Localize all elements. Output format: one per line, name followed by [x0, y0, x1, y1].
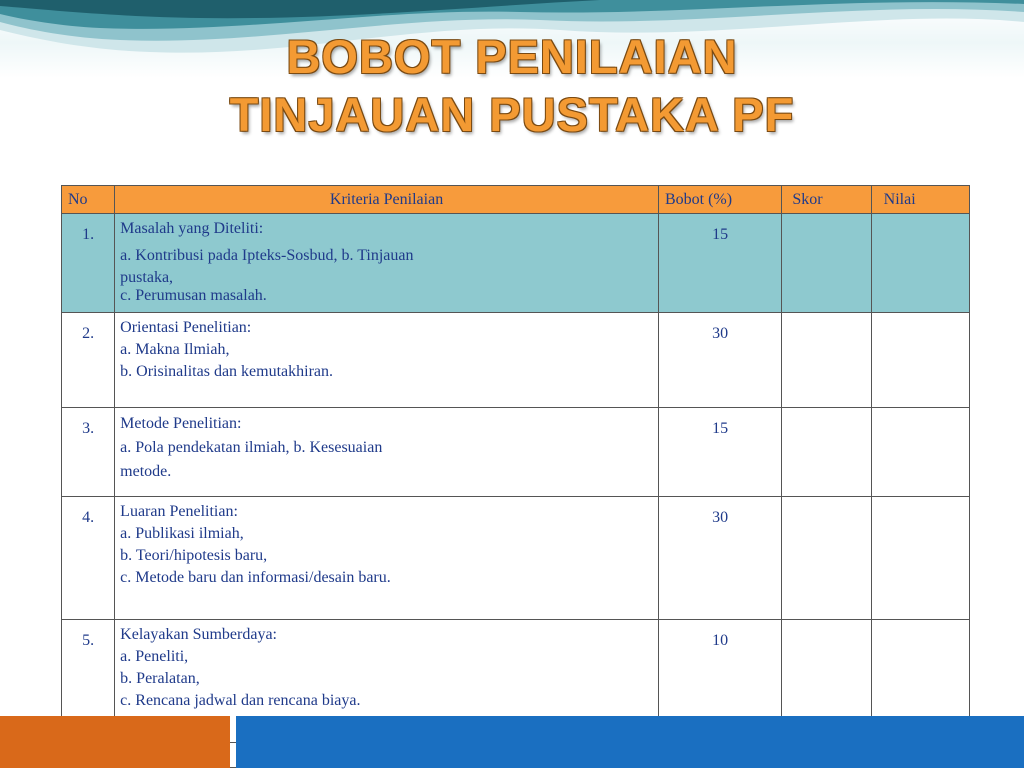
criteria-line: a. Publikasi ilmiah, [120, 525, 244, 542]
footer-blue-bar [236, 716, 1024, 768]
weight-cell: 10 [658, 620, 781, 743]
value-cell [871, 313, 969, 408]
criteria-line: c. Metode baru dan informasi/desain baru. [120, 569, 391, 586]
criteria-line: c. Rencana jadwal dan rencana biaya. [120, 692, 361, 709]
table-row [62, 497, 970, 620]
criteria-line: b. Orisinalitas dan kemutakhiran. [120, 363, 334, 380]
row-number: 1. [62, 214, 115, 313]
criteria-cell [115, 408, 659, 497]
value-cell [871, 214, 969, 313]
weight-cell: 30 [658, 497, 781, 620]
header-criteria: Kriteria Penilaian [115, 186, 659, 214]
row-number: 5. [62, 620, 115, 743]
table-row [62, 408, 970, 497]
criteria-cell [115, 497, 659, 620]
criteria-title: Masalah yang Diteliti: [120, 220, 264, 237]
weight-cell: 15 [658, 408, 781, 497]
header-no: No [62, 186, 115, 214]
score-cell [782, 214, 871, 313]
criteria-cell [115, 313, 659, 408]
criteria-line: pustaka, [120, 269, 174, 286]
value-cell [871, 408, 969, 497]
row-number: 3. [62, 408, 115, 497]
weight-cell: 15 [658, 214, 781, 313]
value-cell [871, 497, 969, 620]
criteria-title: Kelayakan Sumberdaya: [120, 626, 277, 643]
score-cell [782, 497, 871, 620]
criteria-line: a. Peneliti, [120, 648, 189, 665]
criteria-line: a. Kontribusi pada Ipteks-Sosbud, b. Tinjauan [120, 247, 414, 264]
header-score: Skor [782, 186, 871, 214]
header-weight: Bobot (%) [658, 186, 781, 214]
score-cell [782, 408, 871, 497]
criteria-title: Orientasi Penelitian: [120, 319, 252, 336]
row-number: 2. [62, 313, 115, 408]
title-line-2: TINJAUAN PUSTAKA PF [229, 88, 795, 141]
score-cell [782, 313, 871, 408]
table-row [62, 214, 970, 313]
criteria-title: Metode Penelitian: [120, 415, 242, 432]
table-row [62, 313, 970, 408]
table-header-row [62, 186, 970, 214]
criteria-line: b. Teori/hipotesis baru, [120, 547, 268, 564]
header-value: Nilai [871, 186, 969, 214]
criteria-cell [115, 214, 659, 313]
footer-orange-bar [0, 716, 230, 768]
criteria-line: b. Peralatan, [120, 670, 200, 687]
row-number: 4. [62, 497, 115, 620]
title-line-1: BOBOT PENILAIAN [286, 30, 738, 83]
assessment-table [61, 185, 970, 768]
weight-cell: 30 [658, 313, 781, 408]
criteria-line: c. Perumusan masalah. [120, 287, 267, 304]
criteria-line: metode. [120, 463, 172, 480]
criteria-line: a. Makna Ilmiah, [120, 341, 230, 358]
criteria-title: Luaran Penelitian: [120, 503, 238, 520]
page-title [0, 28, 1024, 144]
criteria-line: a. Pola pendekatan ilmiah, b. Kesesuaian [120, 439, 383, 456]
